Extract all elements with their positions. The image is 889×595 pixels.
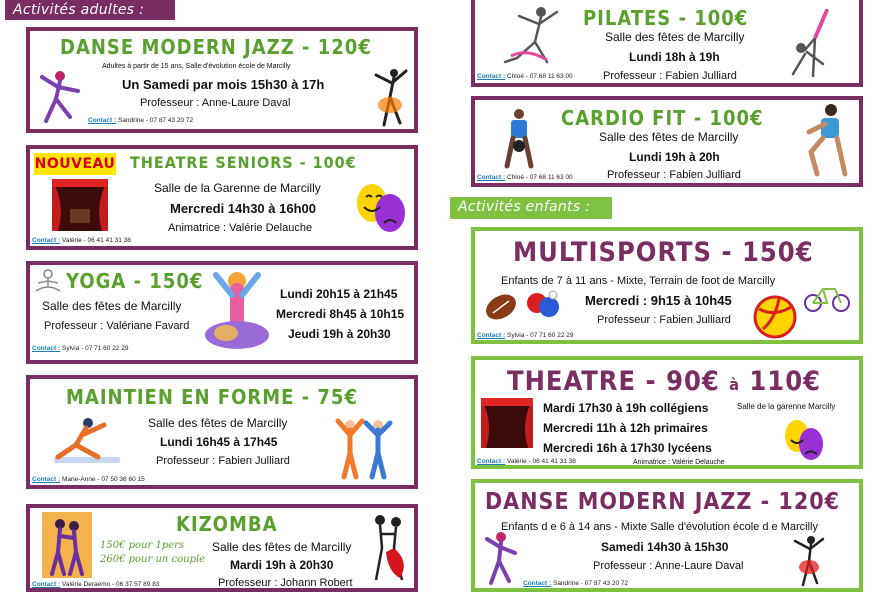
danse-kids-teacher: Professeur : Anne-Laure Daval [593, 560, 744, 572]
kettlebell-athlete-icon [497, 106, 541, 172]
kizomba-contact-text: Valérie Deraemo - 06 37 57 89 83 [61, 581, 160, 588]
pilates-contact [477, 73, 573, 80]
theatre-kids-contact [477, 458, 576, 465]
contact-label: Contact : [477, 174, 506, 181]
yoga-contact-text: Sylvia - 07 71 60 22 29 [61, 345, 129, 352]
theatre-kids-contact-text: Valérie - 06 41 41 31 38 [506, 458, 576, 465]
theatre-seniors-place: Salle de la Garenne de Marcilly [154, 181, 321, 195]
yoga-card [26, 261, 418, 364]
stage-curtain-icon [52, 179, 108, 231]
kizomba-place: Salle des fêtes de Marcilly [212, 540, 352, 554]
contact-label: Contact : [477, 332, 506, 339]
contact-label: Contact : [477, 73, 506, 80]
multisports-audience: Enfants de 7 à 11 ans - Mixte, Terrain de foot de Marcilly [501, 275, 776, 287]
meditation-figure-icon [202, 269, 272, 359]
multisports-contact-text: Sylvia - 07 71 60 22 29 [506, 332, 574, 339]
theatre-masks-icon [781, 414, 827, 466]
theatre-seniors-card [26, 145, 418, 250]
yoga-teacher: Professeur : Valériane Favard [44, 320, 190, 332]
danse-adult-contact [88, 117, 193, 124]
theatre-kids-card [471, 356, 863, 469]
pilates-title: PILATES - 100€ [583, 6, 749, 30]
kizomba-price-couple: 260€ pour un couple [100, 554, 206, 565]
dancer-icon [483, 531, 519, 587]
cardio-contact [477, 174, 573, 181]
theatre-kids-title-price2: 110€ [749, 366, 822, 397]
yoga-title: YOGA - 150€ [66, 269, 204, 293]
volleyball-icon [753, 295, 797, 339]
kizomba-price-single: 150€ pour 1pers [100, 540, 185, 551]
maintien-card [26, 375, 418, 489]
theatre-masks-icon [352, 177, 410, 239]
multisports-card [471, 227, 863, 344]
danse-kids-contact-text: Sandrine - 07 87 43 20 72 [552, 580, 629, 587]
theatre-seniors-title: THEATRE SENIORS - 100€ [130, 153, 357, 172]
stage-curtain-icon [481, 398, 533, 448]
pilates-contact-text: Chloé - 07 68 11 63 00 [506, 73, 573, 80]
bicycle-icon [803, 283, 851, 313]
danse-kids-title: DANSE MODERN JAZZ - 120€ [485, 489, 841, 515]
table-tennis-icon [523, 289, 563, 325]
lotus-pose-icon [34, 269, 62, 295]
theatre-seniors-schedule: Mercredi 14h30 à 16h00 [170, 201, 316, 216]
pilates-stretch-icon [497, 2, 563, 72]
stretching-figure-icon [52, 413, 122, 465]
dancing-couple-sketch-icon [366, 512, 412, 584]
maintien-title: MAINTIEN EN FORME - 75€ [66, 385, 358, 409]
new-badge: NOUVEAU [34, 153, 116, 175]
pilates-card [471, 0, 863, 87]
theatre-seniors-contact-text: Valérie - 06 41 41 31 38 [61, 237, 131, 244]
danse-adult-teacher: Professeur : Anne-Laure Daval [140, 97, 291, 109]
kizomba-title: KIZOMBA [176, 512, 278, 536]
kizomba-card [26, 504, 418, 592]
danse-kids-audience: Enfants d e 6 à 14 ans - Mixte Salle d'évolution école d e Marcilly [501, 521, 818, 533]
dancer-silhouette-icon [791, 535, 827, 587]
danse-adult-audience: Adultes à partir de 15 ans, Salle d'évolution école de Marcilly [102, 63, 291, 70]
cardio-schedule: Lundi 19h à 20h [629, 150, 720, 164]
pilates-pose-icon [783, 4, 839, 80]
yoga-place: Salle des fêtes de Marcilly [42, 299, 182, 313]
kizomba-contact [32, 581, 159, 588]
squat-athlete-icon [801, 102, 851, 180]
pilates-place: Salle des fêtes de Marcilly [605, 30, 745, 44]
maintien-place: Salle des fêtes de Marcilly [148, 416, 288, 430]
multisports-title: MULTISPORTS - 150€ [513, 237, 814, 268]
kizomba-schedule: Mardi 19h à 20h30 [230, 558, 334, 572]
danse-kids-card [471, 479, 863, 592]
theatre-kids-title [507, 366, 821, 397]
danse-kids-schedule: Samedi 14h30 à 15h30 [601, 540, 729, 554]
cardio-contact-text: Chloé - 07 68 11 63 00 [506, 174, 573, 181]
maintien-schedule: Lundi 16h45 à 17h45 [160, 435, 278, 449]
contact-label: Contact : [32, 581, 61, 588]
maintien-contact-text: Marie-Anne - 07 50 36 60 15 [61, 476, 145, 483]
cardio-card [471, 96, 863, 187]
yoga-slot-2: Mercredi 8h45 à 10h15 [276, 307, 405, 321]
yoga-slot-1: Lundi 20h15 à 21h45 [280, 287, 398, 301]
theatre-kids-title-main: THEATRE - 90€ [507, 366, 720, 397]
seniors-exercise-icon [332, 415, 396, 481]
danse-kids-contact [523, 580, 628, 587]
kizomba-teacher: Professeur : Johann Robert [218, 577, 353, 589]
contact-label: Contact : [523, 580, 552, 587]
couple-dance-icon [42, 512, 92, 578]
multisports-teacher: Professeur : Fabien Julliard [597, 314, 731, 326]
theatre-kids-title-a: à [729, 375, 740, 394]
danse-adult-schedule: Un Samedi par mois 15h30 à 17h [122, 77, 325, 92]
theatre-seniors-teacher: Animatrice : Valérie Delauche [168, 222, 313, 234]
cardio-place: Salle des fêtes de Marcilly [599, 130, 739, 144]
danse-adult-contact-text: Sandrine - 07 87 43 20 72 [117, 117, 194, 124]
theatre-kids-slot-3: Mercredi 16h à 17h30 lycéens [543, 441, 712, 455]
multisports-contact [477, 332, 573, 339]
theatre-seniors-contact [32, 237, 131, 244]
danse-adult-card [26, 27, 418, 133]
pilates-schedule: Lundi 18h à 19h [629, 50, 720, 64]
kids-section-heading: Activités enfants : [450, 197, 612, 219]
yoga-contact [32, 345, 128, 352]
rugby-ball-icon [483, 289, 519, 325]
yoga-slot-3: Jeudi 19h à 20h30 [288, 327, 391, 341]
dancer-silhouette-icon [370, 67, 410, 129]
cardio-title: CARDIO FIT - 100€ [561, 106, 764, 130]
maintien-contact [32, 476, 145, 483]
cardio-teacher: Professeur : Fabien Julliard [607, 169, 741, 181]
theatre-kids-place: Salle de la garenne Marcilly [737, 402, 836, 411]
theatre-kids-slot-1: Mardi 17h30 à 19h collégiens [543, 401, 709, 415]
multisports-schedule: Mercredi : 9h15 à 10h45 [585, 293, 732, 308]
danse-adult-title: DANSE MODERN JAZZ - 120€ [60, 35, 372, 59]
maintien-teacher: Professeur : Fabien Julliard [156, 455, 290, 467]
pilates-teacher: Professeur : Fabien Julliard [603, 70, 737, 82]
contact-label: Contact : [477, 458, 506, 465]
adults-section-heading: Activités adultes : [5, 0, 175, 20]
contact-label: Contact : [32, 476, 61, 483]
theatre-kids-teacher: Animatrice : Valérie Delauche [633, 459, 725, 466]
contact-label: Contact : [32, 345, 61, 352]
contact-label: Contact : [88, 117, 117, 124]
contact-label: Contact : [32, 237, 61, 244]
dancer-icon [38, 69, 84, 125]
theatre-kids-slot-2: Mercredi 11h à 12h primaires [543, 421, 708, 435]
